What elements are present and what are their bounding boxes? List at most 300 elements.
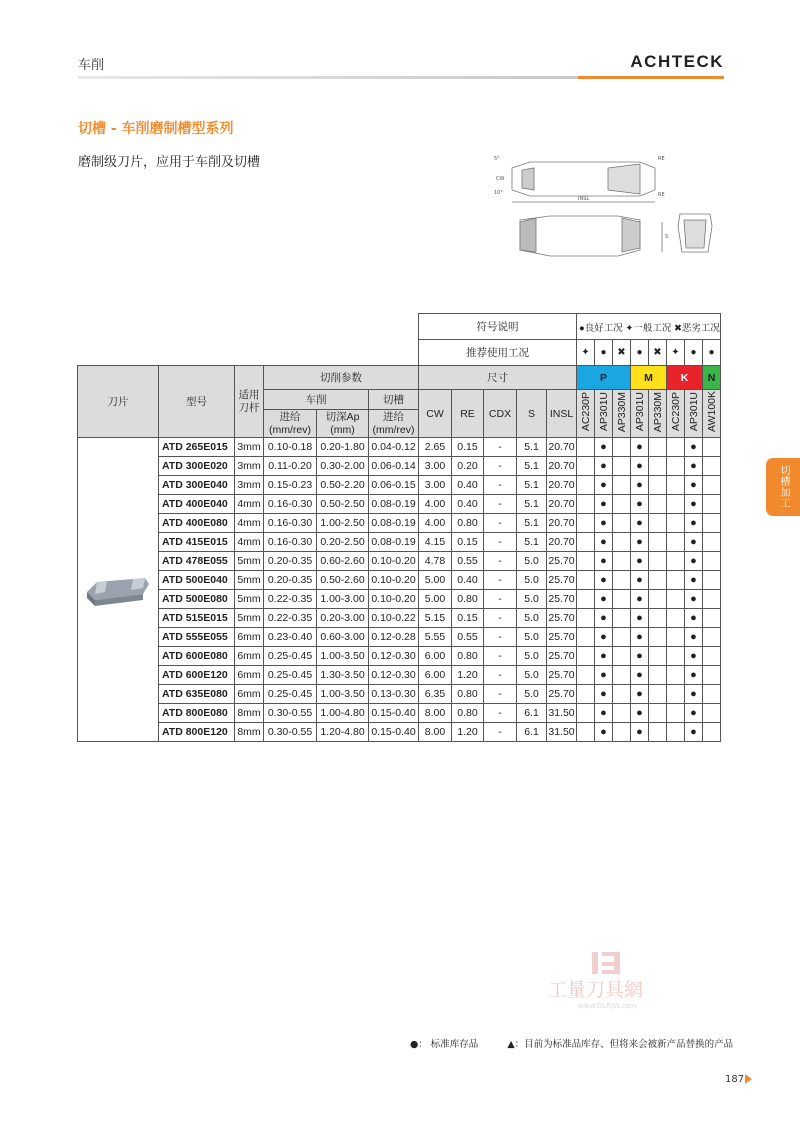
feed-grooving-cell: 0.10-0.20: [369, 590, 419, 609]
cdx-cell: -: [484, 476, 517, 495]
table-row: [78, 495, 721, 514]
grade-availability: [577, 533, 595, 552]
grade-availability: ●: [595, 514, 613, 533]
grade-availability: [703, 552, 721, 571]
cw-cell: 5.55: [419, 628, 452, 647]
grade-availability: [613, 647, 631, 666]
cdx-cell: -: [484, 666, 517, 685]
grade-availability: ●: [595, 685, 613, 704]
grade-availability: [577, 552, 595, 571]
grade-availability: ●: [685, 438, 703, 457]
grade-availability: ●: [631, 628, 649, 647]
grade-availability: [667, 457, 685, 476]
holder-cell: 6mm: [235, 666, 264, 685]
grade-availability: [577, 609, 595, 628]
re-cell: 0.40: [452, 476, 484, 495]
cw-cell: 6.00: [419, 647, 452, 666]
header-dim-re: RE: [452, 390, 484, 438]
s-cell: 5.1: [517, 457, 547, 476]
model-cell: ATD 500E080: [159, 590, 235, 609]
grade-label: AP330M: [615, 391, 628, 433]
cdx-cell: -: [484, 628, 517, 647]
depth-cell: 0.20-1.80: [317, 438, 369, 457]
grade-availability: ●: [595, 457, 613, 476]
cdx-cell: -: [484, 685, 517, 704]
grade-availability: ●: [685, 723, 703, 742]
grade-header: [595, 390, 613, 438]
diagram-label-insl: INSL: [578, 196, 590, 202]
grade-availability: [667, 647, 685, 666]
grade-availability: [667, 723, 685, 742]
feed-grooving-cell: 0.08-0.19: [369, 514, 419, 533]
depth-cell: 0.50-2.50: [317, 495, 369, 514]
feed-cell: 0.25-0.45: [264, 685, 317, 704]
holder-cell: 5mm: [235, 552, 264, 571]
grade-availability: ●: [631, 590, 649, 609]
grade-availability: ●: [595, 571, 613, 590]
depth-cell: 0.60-2.60: [317, 552, 369, 571]
re-cell: 0.40: [452, 571, 484, 590]
watermark-url: www.GLRJW.com: [578, 1002, 637, 1010]
spec-table: [77, 313, 721, 742]
grade-availability: [649, 533, 667, 552]
grade-availability: ●: [685, 590, 703, 609]
grade-availability: [649, 628, 667, 647]
recommend-mark: ✖: [613, 340, 631, 366]
diagram-label-re-bottom: RE: [658, 192, 665, 198]
header-dim-insl: INSL: [547, 390, 577, 438]
grade-availability: [649, 666, 667, 685]
feed-cell: 0.16-0.30: [264, 514, 317, 533]
grade-availability: ●: [595, 495, 613, 514]
grade-availability: [649, 457, 667, 476]
holder-cell: 6mm: [235, 647, 264, 666]
grade-availability: ●: [685, 685, 703, 704]
feed-cell: 0.15-0.23: [264, 476, 317, 495]
recommend-mark: ●: [631, 340, 649, 366]
feed-grooving-cell: 0.12-0.30: [369, 647, 419, 666]
feed-cell: 0.16-0.30: [264, 495, 317, 514]
grade-availability: [577, 704, 595, 723]
header-dim-cw: CW: [419, 390, 452, 438]
cw-cell: 4.00: [419, 514, 452, 533]
section-label: 车削: [78, 58, 105, 73]
feed-cell: 0.20-0.35: [264, 571, 317, 590]
cw-cell: 8.00: [419, 704, 452, 723]
header-feed-grooving: 进给(mm/rev): [369, 410, 419, 438]
footnote-replace: ▲：目前为标准品库存、但将来会被新产品替换的产品: [507, 1039, 734, 1050]
side-tab-label: 切槽加工: [778, 465, 789, 509]
page-subtitle: 磨制级刀片，应用于车削及切槽: [78, 155, 261, 170]
grade-availability: [613, 438, 631, 457]
grade-availability: ●: [631, 685, 649, 704]
holder-cell: 6mm: [235, 628, 264, 647]
grade-availability: ●: [631, 476, 649, 495]
insl-cell: 20.70: [547, 514, 577, 533]
depth-cell: 1.00-3.50: [317, 685, 369, 704]
re-cell: 0.15: [452, 533, 484, 552]
grade-availability: [649, 704, 667, 723]
grade-availability: ●: [631, 704, 649, 723]
re-cell: 0.55: [452, 552, 484, 571]
depth-cell: 1.00-2.50: [317, 514, 369, 533]
holder-cell: 4mm: [235, 533, 264, 552]
grade-availability: [577, 438, 595, 457]
holder-cell: 5mm: [235, 609, 264, 628]
grade-availability: ●: [631, 552, 649, 571]
insl-cell: 20.70: [547, 438, 577, 457]
grade-availability: ●: [685, 495, 703, 514]
grade-availability: [613, 571, 631, 590]
grade-availability: [703, 533, 721, 552]
grade-header: [667, 390, 685, 438]
feed-grooving-cell: 0.08-0.19: [369, 495, 419, 514]
s-cell: 5.1: [517, 438, 547, 457]
header-turning: 车削: [264, 390, 369, 410]
header-divider-accent: [578, 76, 724, 79]
feed-grooving-cell: 0.04-0.12: [369, 438, 419, 457]
legend-text: ●良好工况 ✦一般工况 ✖恶劣工况: [577, 314, 721, 340]
re-cell: 0.55: [452, 628, 484, 647]
cw-cell: 2.65: [419, 438, 452, 457]
grade-label: AC230P: [669, 392, 682, 432]
diagram-label-angle-a: 5°: [494, 156, 500, 162]
feed-grooving-cell: 0.12-0.30: [369, 666, 419, 685]
grade-label: AP301U: [597, 392, 610, 432]
brand-logo: ACHTECK: [630, 52, 724, 71]
insl-cell: 25.70: [547, 628, 577, 647]
s-cell: 5.1: [517, 476, 547, 495]
grade-availability: [703, 514, 721, 533]
grade-availability: ●: [595, 628, 613, 647]
table-row: [78, 647, 721, 666]
grade-availability: [613, 704, 631, 723]
model-cell: ATD 400E040: [159, 495, 235, 514]
header-feed: 进给(mm/rev): [264, 410, 317, 438]
holder-cell: 8mm: [235, 704, 264, 723]
grade-availability: [703, 609, 721, 628]
grade-availability: ●: [631, 457, 649, 476]
grade-availability: [667, 628, 685, 647]
re-cell: 0.20: [452, 457, 484, 476]
re-cell: 0.80: [452, 514, 484, 533]
cdx-cell: -: [484, 514, 517, 533]
holder-cell: 5mm: [235, 571, 264, 590]
table-row: [78, 571, 721, 590]
grade-availability: [577, 495, 595, 514]
page-number: 187: [725, 1074, 745, 1085]
holder-cell: 4mm: [235, 514, 264, 533]
re-cell: 1.20: [452, 723, 484, 742]
model-cell: ATD 265E015: [159, 438, 235, 457]
header-depth: 切深Ap (mm): [317, 410, 369, 438]
grade-availability: ●: [595, 590, 613, 609]
watermark: [548, 950, 678, 1010]
model-cell: ATD 555E055: [159, 628, 235, 647]
grade-availability: [667, 704, 685, 723]
grade-availability: ●: [631, 666, 649, 685]
depth-cell: 0.50-2.60: [317, 571, 369, 590]
grade-availability: ●: [631, 723, 649, 742]
re-cell: 0.80: [452, 590, 484, 609]
cw-cell: 4.15: [419, 533, 452, 552]
cdx-cell: -: [484, 609, 517, 628]
s-cell: 5.0: [517, 571, 547, 590]
feed-cell: 0.16-0.30: [264, 533, 317, 552]
grade-availability: ●: [595, 647, 613, 666]
depth-cell: 1.00-4.80: [317, 704, 369, 723]
cdx-cell: -: [484, 590, 517, 609]
grade-availability: ●: [631, 495, 649, 514]
grade-availability: [703, 438, 721, 457]
re-cell: 0.15: [452, 438, 484, 457]
depth-cell: 0.20-3.00: [317, 609, 369, 628]
grade-availability: [667, 685, 685, 704]
feed-grooving-cell: 0.15-0.40: [369, 704, 419, 723]
grade-availability: [667, 438, 685, 457]
grade-availability: [667, 571, 685, 590]
grade-availability: [703, 590, 721, 609]
grade-availability: [613, 609, 631, 628]
s-cell: 5.1: [517, 495, 547, 514]
grade-availability: ●: [595, 533, 613, 552]
side-tab-grooving[interactable]: [766, 458, 800, 516]
cw-cell: 8.00: [419, 723, 452, 742]
grade-availability: [649, 438, 667, 457]
grade-availability: [649, 495, 667, 514]
re-cell: 0.80: [452, 647, 484, 666]
cdx-cell: -: [484, 552, 517, 571]
model-cell: ATD 600E120: [159, 666, 235, 685]
s-cell: 5.0: [517, 552, 547, 571]
grade-availability: [613, 723, 631, 742]
header-insert: 刀片: [78, 366, 159, 438]
grade-availability: [577, 723, 595, 742]
legend-label: 符号说明: [419, 314, 577, 340]
grade-availability: [649, 609, 667, 628]
feed-grooving-cell: 0.10-0.20: [369, 552, 419, 571]
grade-availability: [649, 571, 667, 590]
grade-header: [703, 390, 721, 438]
grade-header: [631, 390, 649, 438]
table-row: [78, 666, 721, 685]
table-row: [78, 628, 721, 647]
header-model: 型号: [159, 366, 235, 438]
holder-cell: 6mm: [235, 685, 264, 704]
recommend-label: 推荐使用工况: [419, 340, 577, 366]
cw-cell: 5.15: [419, 609, 452, 628]
model-cell: ATD 400E080: [159, 514, 235, 533]
grade-availability: [703, 571, 721, 590]
feed-cell: 0.20-0.35: [264, 552, 317, 571]
grade-availability: ●: [685, 628, 703, 647]
grade-availability: [649, 723, 667, 742]
grade-availability: [649, 590, 667, 609]
model-cell: ATD 300E040: [159, 476, 235, 495]
feed-cell: 0.30-0.55: [264, 723, 317, 742]
grade-header: [685, 390, 703, 438]
insl-cell: 20.70: [547, 533, 577, 552]
grade-availability: [577, 590, 595, 609]
grade-availability: ●: [631, 438, 649, 457]
insert-photo: [78, 438, 159, 742]
header-holder: 适用刀杆: [235, 366, 264, 438]
grade-availability: ●: [685, 647, 703, 666]
cdx-cell: -: [484, 438, 517, 457]
insl-cell: 25.70: [547, 647, 577, 666]
grade-header: [577, 390, 595, 438]
cw-cell: 6.35: [419, 685, 452, 704]
cdx-cell: -: [484, 533, 517, 552]
table-row: [78, 514, 721, 533]
grade-availability: ●: [595, 438, 613, 457]
feed-cell: 0.25-0.45: [264, 647, 317, 666]
feed-grooving-cell: 0.15-0.40: [369, 723, 419, 742]
grade-availability: [613, 457, 631, 476]
s-cell: 5.0: [517, 666, 547, 685]
grade-availability: ●: [595, 476, 613, 495]
table-row: [78, 723, 721, 742]
model-cell: ATD 300E020: [159, 457, 235, 476]
s-cell: 6.1: [517, 723, 547, 742]
grade-availability: [613, 495, 631, 514]
grade-header: [649, 390, 667, 438]
cdx-cell: -: [484, 723, 517, 742]
feed-grooving-cell: 0.10-0.20: [369, 571, 419, 590]
insl-cell: 20.70: [547, 457, 577, 476]
material-group-p: P: [577, 366, 631, 390]
feed-cell: 0.22-0.35: [264, 609, 317, 628]
material-group-k: K: [667, 366, 703, 390]
cdx-cell: -: [484, 704, 517, 723]
table-row: [78, 590, 721, 609]
grade-availability: [613, 628, 631, 647]
depth-cell: 0.60-3.00: [317, 628, 369, 647]
grade-availability: [703, 723, 721, 742]
cw-cell: 3.00: [419, 457, 452, 476]
cw-cell: 6.00: [419, 666, 452, 685]
grade-availability: ●: [595, 609, 613, 628]
table-row: [78, 552, 721, 571]
grade-availability: [613, 552, 631, 571]
s-cell: 5.0: [517, 628, 547, 647]
s-cell: 5.0: [517, 647, 547, 666]
table-row: [78, 457, 721, 476]
holder-cell: 3mm: [235, 476, 264, 495]
grade-label: AP301U: [633, 392, 646, 432]
table-row: [78, 533, 721, 552]
recommend-mark: ●: [703, 340, 721, 366]
insl-cell: 31.50: [547, 704, 577, 723]
model-cell: ATD 415E015: [159, 533, 235, 552]
grade-availability: [649, 685, 667, 704]
grade-availability: ●: [685, 533, 703, 552]
grade-availability: [667, 533, 685, 552]
holder-cell: 5mm: [235, 590, 264, 609]
header-grooving: 切槽: [369, 390, 419, 410]
grade-label: AP330M: [651, 391, 664, 433]
insert-photo-icon: [83, 570, 153, 610]
grade-availability: ●: [595, 723, 613, 742]
grade-availability: [577, 628, 595, 647]
table-row: [78, 704, 721, 723]
cw-cell: 5.00: [419, 571, 452, 590]
next-page-arrow-icon: [745, 1074, 752, 1084]
grade-availability: ●: [631, 571, 649, 590]
grade-label: AP301U: [687, 392, 700, 432]
grade-availability: ●: [685, 571, 703, 590]
cdx-cell: -: [484, 571, 517, 590]
cdx-cell: -: [484, 647, 517, 666]
insl-cell: 31.50: [547, 723, 577, 742]
feed-grooving-cell: 0.06-0.15: [369, 476, 419, 495]
s-cell: 5.0: [517, 685, 547, 704]
re-cell: 0.15: [452, 609, 484, 628]
header-divider: [78, 76, 578, 79]
cw-cell: 5.00: [419, 590, 452, 609]
grade-availability: [703, 457, 721, 476]
model-cell: ATD 600E080: [159, 647, 235, 666]
grade-availability: [613, 590, 631, 609]
grade-availability: [703, 704, 721, 723]
grade-availability: [667, 666, 685, 685]
insert-drawing: [490, 150, 722, 268]
depth-cell: 0.30-2.00: [317, 457, 369, 476]
model-cell: ATD 635E080: [159, 685, 235, 704]
depth-cell: 1.20-4.80: [317, 723, 369, 742]
grade-availability: [667, 476, 685, 495]
s-cell: 5.0: [517, 609, 547, 628]
table-row: [78, 438, 721, 457]
diagram-label-re-top: RE: [658, 156, 665, 162]
insl-cell: 20.70: [547, 476, 577, 495]
grade-availability: [577, 685, 595, 704]
grade-availability: [703, 476, 721, 495]
material-group-n: N: [703, 366, 721, 390]
recommend-mark: ✦: [577, 340, 595, 366]
holder-cell: 4mm: [235, 495, 264, 514]
grade-availability: ●: [631, 647, 649, 666]
cdx-cell: -: [484, 457, 517, 476]
s-cell: 6.1: [517, 704, 547, 723]
grade-header: [613, 390, 631, 438]
depth-cell: 1.00-3.50: [317, 647, 369, 666]
grade-availability: [649, 514, 667, 533]
insl-cell: 25.70: [547, 571, 577, 590]
grade-availability: ●: [595, 552, 613, 571]
grade-availability: [667, 609, 685, 628]
grade-availability: [577, 457, 595, 476]
grade-availability: [703, 647, 721, 666]
footnote-stock: ●： 标准库存品: [410, 1039, 479, 1050]
feed-grooving-cell: 0.08-0.19: [369, 533, 419, 552]
insl-cell: 20.70: [547, 495, 577, 514]
grade-availability: ●: [595, 704, 613, 723]
grade-label: AC230P: [579, 392, 592, 432]
header-dim-s: S: [517, 390, 547, 438]
grade-availability: ●: [631, 609, 649, 628]
grade-availability: [613, 476, 631, 495]
grade-availability: [613, 514, 631, 533]
grade-availability: ●: [685, 476, 703, 495]
re-cell: 0.40: [452, 495, 484, 514]
header-cutting-params: 切削参数: [264, 366, 419, 390]
feed-cell: 0.11-0.20: [264, 457, 317, 476]
model-cell: ATD 500E040: [159, 571, 235, 590]
recommend-mark: ✖: [649, 340, 667, 366]
grade-availability: [577, 666, 595, 685]
grade-label: AW100K: [705, 391, 718, 433]
